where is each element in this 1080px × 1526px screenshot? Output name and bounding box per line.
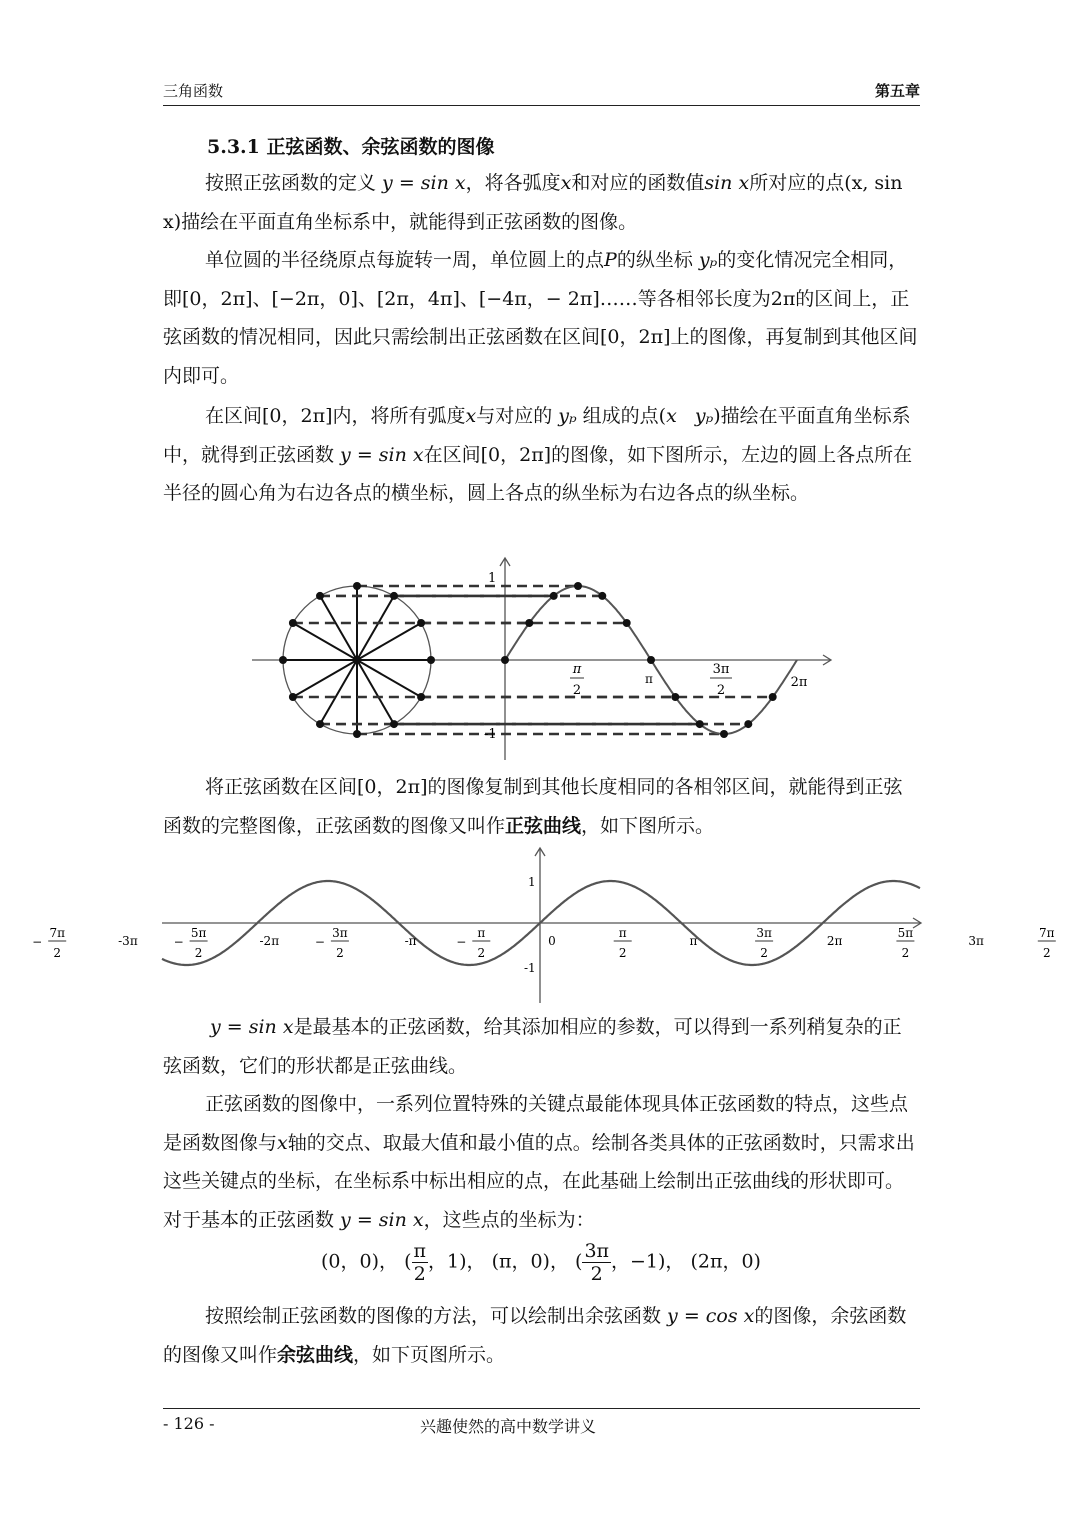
curve-point <box>720 730 728 738</box>
x-tick-denominator: 2 <box>618 946 627 960</box>
numerator: π <box>413 1240 426 1262</box>
var-yp: yₚ <box>558 405 577 427</box>
x-tick-label: π <box>689 934 698 948</box>
formula: y = sin x <box>210 1016 294 1038</box>
term-sine-curve: 正弦曲线 <box>505 814 582 837</box>
formula: y = sin x <box>382 172 466 194</box>
text: 在区间[0，2π]的图像，如下图所示，左边的圆上各点所在半径的圆心角为右边各点的横坐标，圆上各点的纵坐标为右边各点的纵坐标。 <box>163 443 913 504</box>
text: ，这些点的坐标为： <box>423 1208 595 1231</box>
point-origin: (0，0)， <box>321 1250 399 1273</box>
circle-point <box>427 656 435 664</box>
circle-point <box>279 656 287 664</box>
curve-point <box>744 720 752 728</box>
text: 正弦函数的图像中，一系列位置特殊的关键点最能体现具体正弦函数的特点，这些点是函数图像与 <box>163 1093 909 1154</box>
curve-point <box>501 656 509 664</box>
curve-point <box>525 619 533 627</box>
paragraph-7 <box>163 1297 919 1374</box>
point: (x, sin x) <box>163 172 903 233</box>
var-x: x <box>560 172 572 194</box>
text: 组成的点( <box>576 405 667 427</box>
tick-pi: π <box>645 672 653 686</box>
x-tick-minus: − <box>314 935 325 949</box>
point-pi: (π，0)， <box>491 1250 569 1273</box>
curve-point <box>550 592 558 600</box>
tick-2pi: 2π <box>790 675 808 690</box>
space <box>677 405 695 427</box>
y-tick-1: 1 <box>488 571 497 586</box>
curve-point <box>696 720 704 728</box>
paragraph-6 <box>163 1085 919 1239</box>
var-x: x <box>666 405 677 427</box>
var-yp: yₚ <box>694 405 714 427</box>
formula: y = sin x <box>340 1208 424 1231</box>
x-tick-numerator: 5π <box>897 926 914 940</box>
text: 是最基本的正弦函数，给其添加相应的参数，可以得到一系列稍复杂的正弦函数，它们的形状都是正弦曲线。 <box>163 1016 902 1077</box>
x-tick-numerator: 3π <box>332 926 348 940</box>
point-2pi: (2π，0) <box>690 1250 761 1273</box>
text: 的变化情况完全相同，即[0，2π]、[−2π，0]、[2π，4π]、[−4π，− 2π]……等各相邻长度为2π的区间上，正弦函数的情况相同，因此只需绘制出正弦函数在区间[0，2π]上的图像，再复制到其他区间内即可。 <box>163 249 918 387</box>
circle-point <box>316 592 324 600</box>
var-yp: yₚ <box>698 249 718 271</box>
circle-point <box>316 720 324 728</box>
x-tick-label: -3π <box>118 934 138 948</box>
y-tick-neg1: -1 <box>484 727 497 742</box>
paren: ( <box>575 1250 583 1273</box>
text: 按照绘制正弦函数的图像的方法，可以绘制出余弦函数 <box>205 1305 668 1327</box>
text: 和对应的函数值 <box>571 172 705 194</box>
text: 的纵坐标 <box>616 249 699 271</box>
circle-point <box>289 693 297 701</box>
text: 单位圆的半径绕原点每旋转一周，单位圆上的点 <box>205 249 605 271</box>
x-tick-denominator: 2 <box>760 946 768 960</box>
x-tick-denominator: 2 <box>53 946 62 960</box>
tick-3pi-half-num: 3π <box>712 662 730 677</box>
term-cosine-curve: 余弦曲线 <box>277 1343 354 1366</box>
y-tick-1: 1 <box>528 875 536 889</box>
fraction-3pi-half <box>582 1240 611 1285</box>
x-tick-numerator: 3π <box>756 926 772 940</box>
x-tick-minus: − <box>32 935 43 949</box>
x-tick-label: 2π <box>826 934 843 948</box>
tick-3pi-half-den: 2 <box>716 683 726 698</box>
text: 的图像，余弦函数的图像又叫作 <box>163 1305 907 1366</box>
var-x: x <box>465 405 477 427</box>
circle-point <box>417 619 425 627</box>
circle-point <box>390 720 398 728</box>
y-tick-neg1: -1 <box>524 961 536 975</box>
point-max: ，1)， <box>428 1250 486 1273</box>
x-tick-numerator: π <box>618 926 627 940</box>
book-title: 兴趣使然的高中数学讲义 <box>420 1417 597 1436</box>
paragraph-5 <box>163 1008 919 1085</box>
point-min: ，−1)， <box>611 1250 685 1273</box>
x-tick-denominator: 2 <box>477 946 486 960</box>
x-tick-numerator: 7π <box>1039 926 1055 940</box>
text: 按照正弦函数的定义 <box>205 172 383 194</box>
circle-point <box>289 619 297 627</box>
denominator: 2 <box>590 1263 603 1285</box>
x-tick-numerator: π <box>477 926 486 940</box>
text: 与对应的 <box>476 405 559 427</box>
tick-pi-half-den: 2 <box>572 683 582 698</box>
paragraph-3 <box>163 397 919 513</box>
numerator: 3π <box>584 1240 610 1262</box>
text: ，将各弧度 <box>465 172 561 194</box>
text: 将正弦函数在区间[0，2π]的图像复制到其他长度相同的各相邻区间，就能得到正弦函数的完整图像，正弦函数的图像又叫作 <box>163 776 903 837</box>
x-tick-minus: − <box>173 935 184 949</box>
text: 所对应的点 <box>749 172 845 194</box>
curve-point <box>769 693 777 701</box>
text: )描绘在平面直角坐标系中，就得到正弦函数 <box>163 405 911 466</box>
paragraph-2 <box>163 241 919 395</box>
x-tick-numerator: 7π <box>49 926 65 940</box>
circle-point <box>353 582 361 590</box>
circle-center <box>353 656 361 664</box>
footer-divider <box>163 1408 920 1409</box>
text: ，如下页图所示。 <box>353 1343 506 1366</box>
formula: sin x <box>704 172 750 194</box>
paren: ( <box>404 1250 412 1273</box>
x-tick-denominator: 2 <box>194 946 203 960</box>
circle-point <box>390 592 398 600</box>
x-tick-minus: − <box>456 935 467 949</box>
text: 在区间[0，2π]内，将所有弧度 <box>205 405 466 427</box>
sine-curve-figure <box>32 845 1055 1005</box>
paragraph-1 <box>163 164 919 241</box>
header-chapter-number: 第五章 <box>874 82 920 100</box>
x-tick-numerator: 5π <box>190 926 207 940</box>
x-tick-denominator: 2 <box>1042 946 1051 960</box>
x-tick-label: -π <box>404 934 417 948</box>
header-chapter-title: 三角函数 <box>163 82 224 100</box>
curve-point <box>623 619 631 627</box>
circle-point <box>417 693 425 701</box>
curve-point <box>647 656 655 664</box>
page-number: - 126 - <box>163 1414 215 1433</box>
key-points-formula <box>163 1240 919 1285</box>
circle-point <box>353 730 361 738</box>
formula: y = sin x <box>340 443 424 466</box>
x-tick-denominator: 2 <box>336 946 344 960</box>
unit-circle-sine-figure <box>240 555 840 765</box>
text: 描绘在平面直角坐标系中，就能得到正弦函数的图像。 <box>181 210 638 233</box>
fraction-pi-half <box>412 1240 429 1285</box>
curve-point <box>598 592 606 600</box>
curve-point <box>574 582 582 590</box>
header-divider <box>163 105 920 106</box>
curve-point <box>671 693 679 701</box>
var-x: x <box>277 1131 288 1154</box>
section-title: 5.3.1 正弦函数、余弦函数的图像 <box>207 136 495 158</box>
text: ，如下图所示。 <box>581 814 715 837</box>
var-p: P <box>604 249 617 271</box>
tick-pi-half-num: π <box>572 662 582 677</box>
x-tick-label: 0 <box>548 934 556 948</box>
paragraph-4 <box>163 768 919 845</box>
x-tick-label: 3π <box>968 934 984 948</box>
text: 轴的交点、取最大值和最小值的点。绘制各类具体的正弦函数时，只需求出这些关键点的坐标，在坐标系中标出相应的点，在此基础上绘制出正弦曲线的形状即可。对于基本的正弦函数 <box>163 1131 915 1231</box>
x-tick-denominator: 2 <box>901 946 910 960</box>
denominator: 2 <box>413 1263 426 1285</box>
x-tick-label: -2π <box>259 934 280 948</box>
formula: y = cos x <box>667 1305 755 1327</box>
